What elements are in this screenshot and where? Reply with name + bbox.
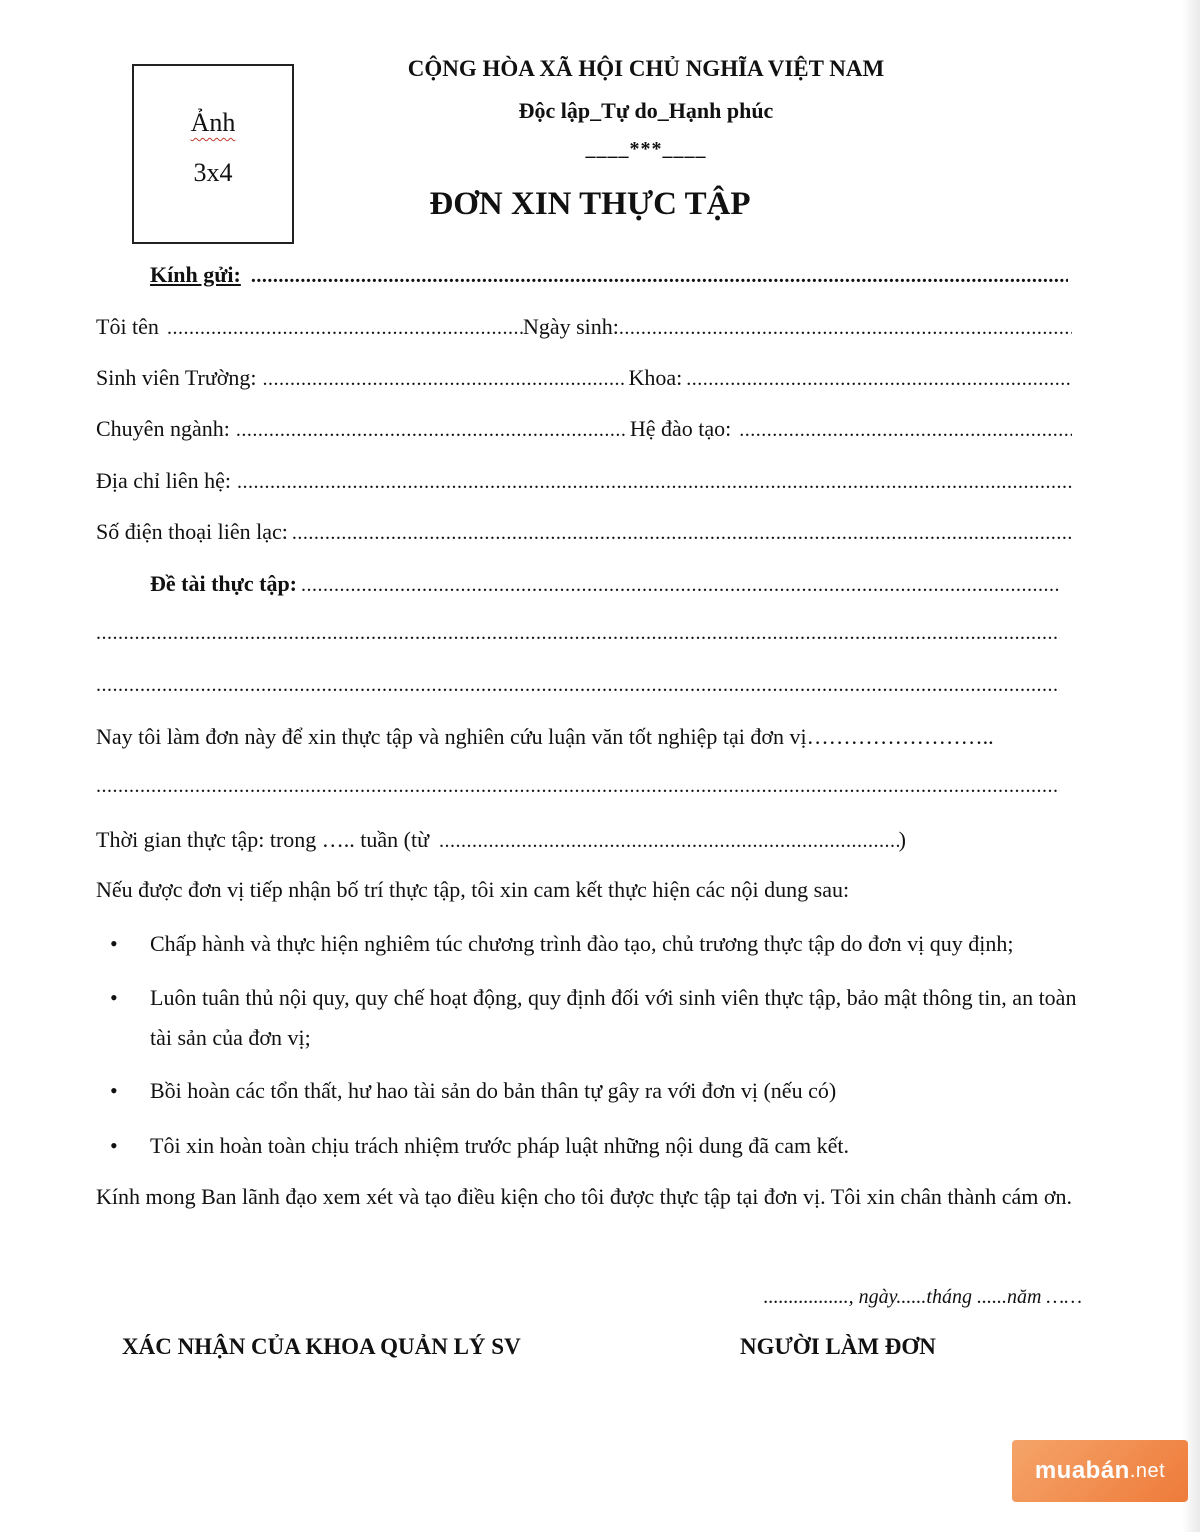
major-blank[interactable] [236,419,626,442]
duration-label: Thời gian thực tập: trong ….. tuần (từ [96,827,430,852]
motto: Độc lập_Tự do_Hạnh phúc [518,98,774,123]
addressee-label: Kính gửi: [150,262,241,287]
nation-heading: CỘNG HÒA XÃ HỘI CHỦ NGHĨA VIỆT NAM [407,56,885,81]
topic-continuation-1 [96,622,1060,645]
training-label: Hệ đào tạo: [629,416,732,441]
name-dob-line [96,314,1072,340]
major-label: Chuyên ngành: [96,416,230,441]
faculty-confirmation: XÁC NHẬN CỦA KHOA QUẢN LÝ SV [122,1334,521,1359]
commit-intro: Nếu được đơn vị tiếp nhận bố trí thực tập, tôi xin cam kết thực hiện các nội dung sau: [96,877,850,902]
photo-label: Ảnh [190,108,236,137]
duration-close: ) [898,827,906,852]
commit-intro-line [96,877,849,903]
applicant-signature: NGƯỜI LÀM ĐƠN [740,1334,936,1359]
topic-blank[interactable] [301,574,1060,597]
phone-line [96,519,1072,545]
watermark-brand: muabán [1034,1457,1130,1484]
commitment-item: Luôn tuân thủ nội quy, quy chế hoạt động, quy định đối với sinh viên thực tập, bảo mật thông tin, an toàn tài sản của đơn vị; [150,985,1077,1050]
watermark-logo [1012,1440,1188,1502]
topic-blank-2[interactable] [96,622,1060,645]
duration-line [96,827,906,853]
addressee-line [150,262,1068,288]
request-continuation [96,775,1060,798]
commitment-item: Tôi xin hoàn toàn chịu trách nhiệm trước pháp luật những nội dung đã cam kết. [150,1133,849,1158]
duration-blank[interactable] [439,830,899,853]
school-faculty-line [96,365,1072,391]
school-blank[interactable] [263,368,625,391]
header-separator: ____***____ [585,138,707,160]
request-blank[interactable] [96,775,1060,798]
bullet-icon: • [110,985,118,1010]
name-label: Tôi tên [96,314,159,339]
request-line [96,724,1076,750]
faculty-label: Khoa: [628,365,683,390]
address-blank[interactable] [237,471,1072,494]
topic-line [150,571,1060,597]
date-line: ................., ngày......tháng ......năm …… [763,1286,1082,1308]
major-training-line [96,416,1072,442]
address-line [96,468,1072,494]
commitment-item: Chấp hành và thực hiện nghiêm túc chương trình đào tạo, chủ trương thực tập do đơn vị quy định; [150,931,1014,956]
document-title: ĐƠN XIN THỰC TẬP [429,186,751,222]
bullet-icon: • [110,931,118,956]
bullet-icon: • [110,1133,118,1158]
faculty-blank[interactable] [686,368,1072,391]
request-text: Nay tôi làm đơn này để xin thực tập và nghiên cứu luận văn tốt nghiệp tại đơn vị…………………….. [96,724,994,749]
photo-placeholder [132,64,294,244]
page-edge-shadow [1182,0,1200,1532]
training-blank[interactable] [739,419,1072,442]
photo-size: 3x4 [193,158,233,187]
school-label: Sinh viên Trường: [96,365,257,390]
topic-continuation-2 [96,674,1060,697]
name-blank[interactable] [167,317,523,340]
dob-label: Ngày sinh: [522,314,619,339]
addressee-blank[interactable] [251,265,1068,288]
topic-label: Đề tài thực tập: [150,571,298,596]
closing-paragraph: Kính mong Ban lãnh đạo xem xét và tạo điều kiện cho tôi được thực tập tại đơn vị. Tôi xin chân thành cám ơn. [96,1184,1073,1209]
phone-label: Số điện thoại liên lạc: [96,519,288,544]
phone-blank[interactable] [292,522,1072,545]
address-label: Địa chỉ liên hệ: [96,468,232,493]
dob-blank[interactable] [619,317,1072,340]
bullet-icon: • [110,1078,118,1103]
commitment-item: Bồi hoàn các tổn thất, hư hao tài sản do bản thân tự gây ra với đơn vị (nếu có) [150,1078,837,1103]
watermark-suffix: .net [1129,1459,1166,1482]
topic-blank-3[interactable] [96,674,1060,697]
